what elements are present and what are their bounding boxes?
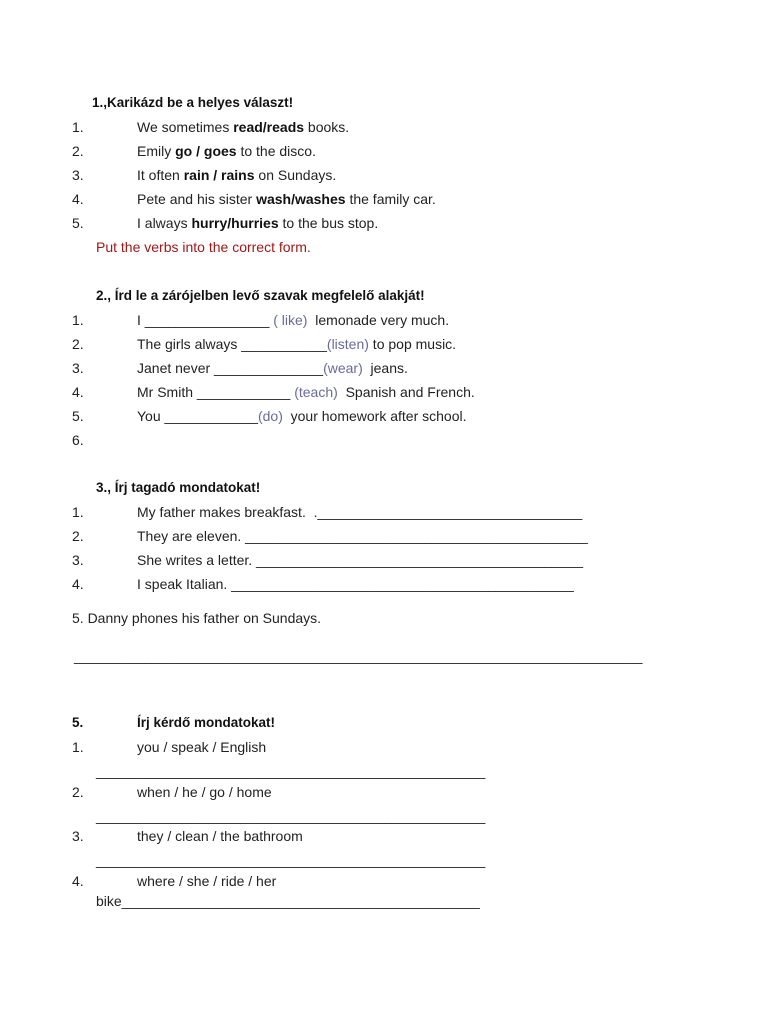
- s2-item-text: Mr Smith ____________ (teach) Spanish and French.: [137, 384, 475, 400]
- s2-item-text: The girls always ___________(listen) to pop music.: [137, 336, 457, 352]
- s2-item-num: 1.: [72, 312, 84, 328]
- s3-item-num: 4.: [72, 576, 84, 592]
- s4-item-num: 3.: [72, 828, 84, 844]
- s1-item-text: We sometimes read/reads books.: [137, 119, 350, 135]
- s2-item-text: I ________________ ( like) lemonade very much.: [137, 312, 450, 328]
- s2-item-num: 6.: [72, 432, 84, 448]
- s4-item-prompt: they / clean / the bathroom: [137, 828, 303, 844]
- s4-item-num: 2.: [72, 784, 84, 800]
- s4-answer-line: bike______________________________________________: [96, 893, 480, 909]
- s1-item-text: Emily go / goes to the disco.: [137, 143, 316, 159]
- s3-item-num: 2.: [72, 528, 84, 544]
- s1-item-num: 5.: [72, 215, 84, 231]
- s3-item-text: I speak Italian. ____________________________________________: [137, 576, 574, 592]
- s4-answer-line: __________________________________________________: [96, 852, 486, 868]
- s2-item-num: 3.: [72, 360, 84, 376]
- section2-title: 2., Írd le a zárójelben levő szavak megfelelő alakját!: [96, 288, 425, 303]
- s2-item-text: You ____________(do) your homework after school.: [137, 408, 467, 424]
- s1-item-num: 4.: [72, 191, 84, 207]
- s1-item-text: It often rain / rains on Sundays.: [137, 167, 337, 183]
- section3-title: 3., Írj tagadó mondatokat!: [96, 480, 261, 495]
- section4-title: Írj kérdő mondatokat!: [137, 715, 276, 730]
- s4-answer-line: __________________________________________________: [96, 763, 486, 779]
- s3-item-num: 1.: [72, 504, 84, 520]
- s4-item-prompt: where / she / ride / her: [137, 873, 277, 889]
- s1-item-num: 1.: [72, 119, 84, 135]
- section4-number: 5.: [72, 715, 84, 730]
- s3-item5-text: 5. Danny phones his father on Sundays.: [72, 610, 322, 626]
- s2-item-num: 2.: [72, 336, 84, 352]
- s2-item-num: 5.: [72, 408, 84, 424]
- s3-item-text: My father makes breakfast. .__________________________________: [137, 504, 583, 520]
- s2-item-num: 4.: [72, 384, 84, 400]
- s1-item-text: Pete and his sister wash/washes the family car.: [137, 191, 436, 207]
- s4-item-num: 1.: [72, 739, 84, 755]
- s1-item-num: 3.: [72, 167, 84, 183]
- instruction-note: Put the verbs into the correct form.: [96, 239, 311, 255]
- s4-item-prompt: you / speak / English: [137, 739, 267, 755]
- s2-item-text: Janet never ______________(wear) jeans.: [137, 360, 408, 376]
- s3-item-text: She writes a letter. __________________________________________: [137, 552, 584, 568]
- s3-item-text: They are eleven. ____________________________________________: [137, 528, 588, 544]
- section1-title: 1.,Karikázd be a helyes választ!: [92, 95, 294, 110]
- s4-answer-line: __________________________________________________: [96, 808, 486, 824]
- s1-item-num: 2.: [72, 143, 84, 159]
- s3-item-num: 3.: [72, 552, 84, 568]
- s1-item-text: I always hurry/hurries to the bus stop.: [137, 215, 379, 231]
- s4-item-num: 4.: [72, 873, 84, 889]
- s4-item-prompt: when / he / go / home: [137, 784, 272, 800]
- s3-item5-answer-line: _________________________________________________________________________: [74, 648, 643, 664]
